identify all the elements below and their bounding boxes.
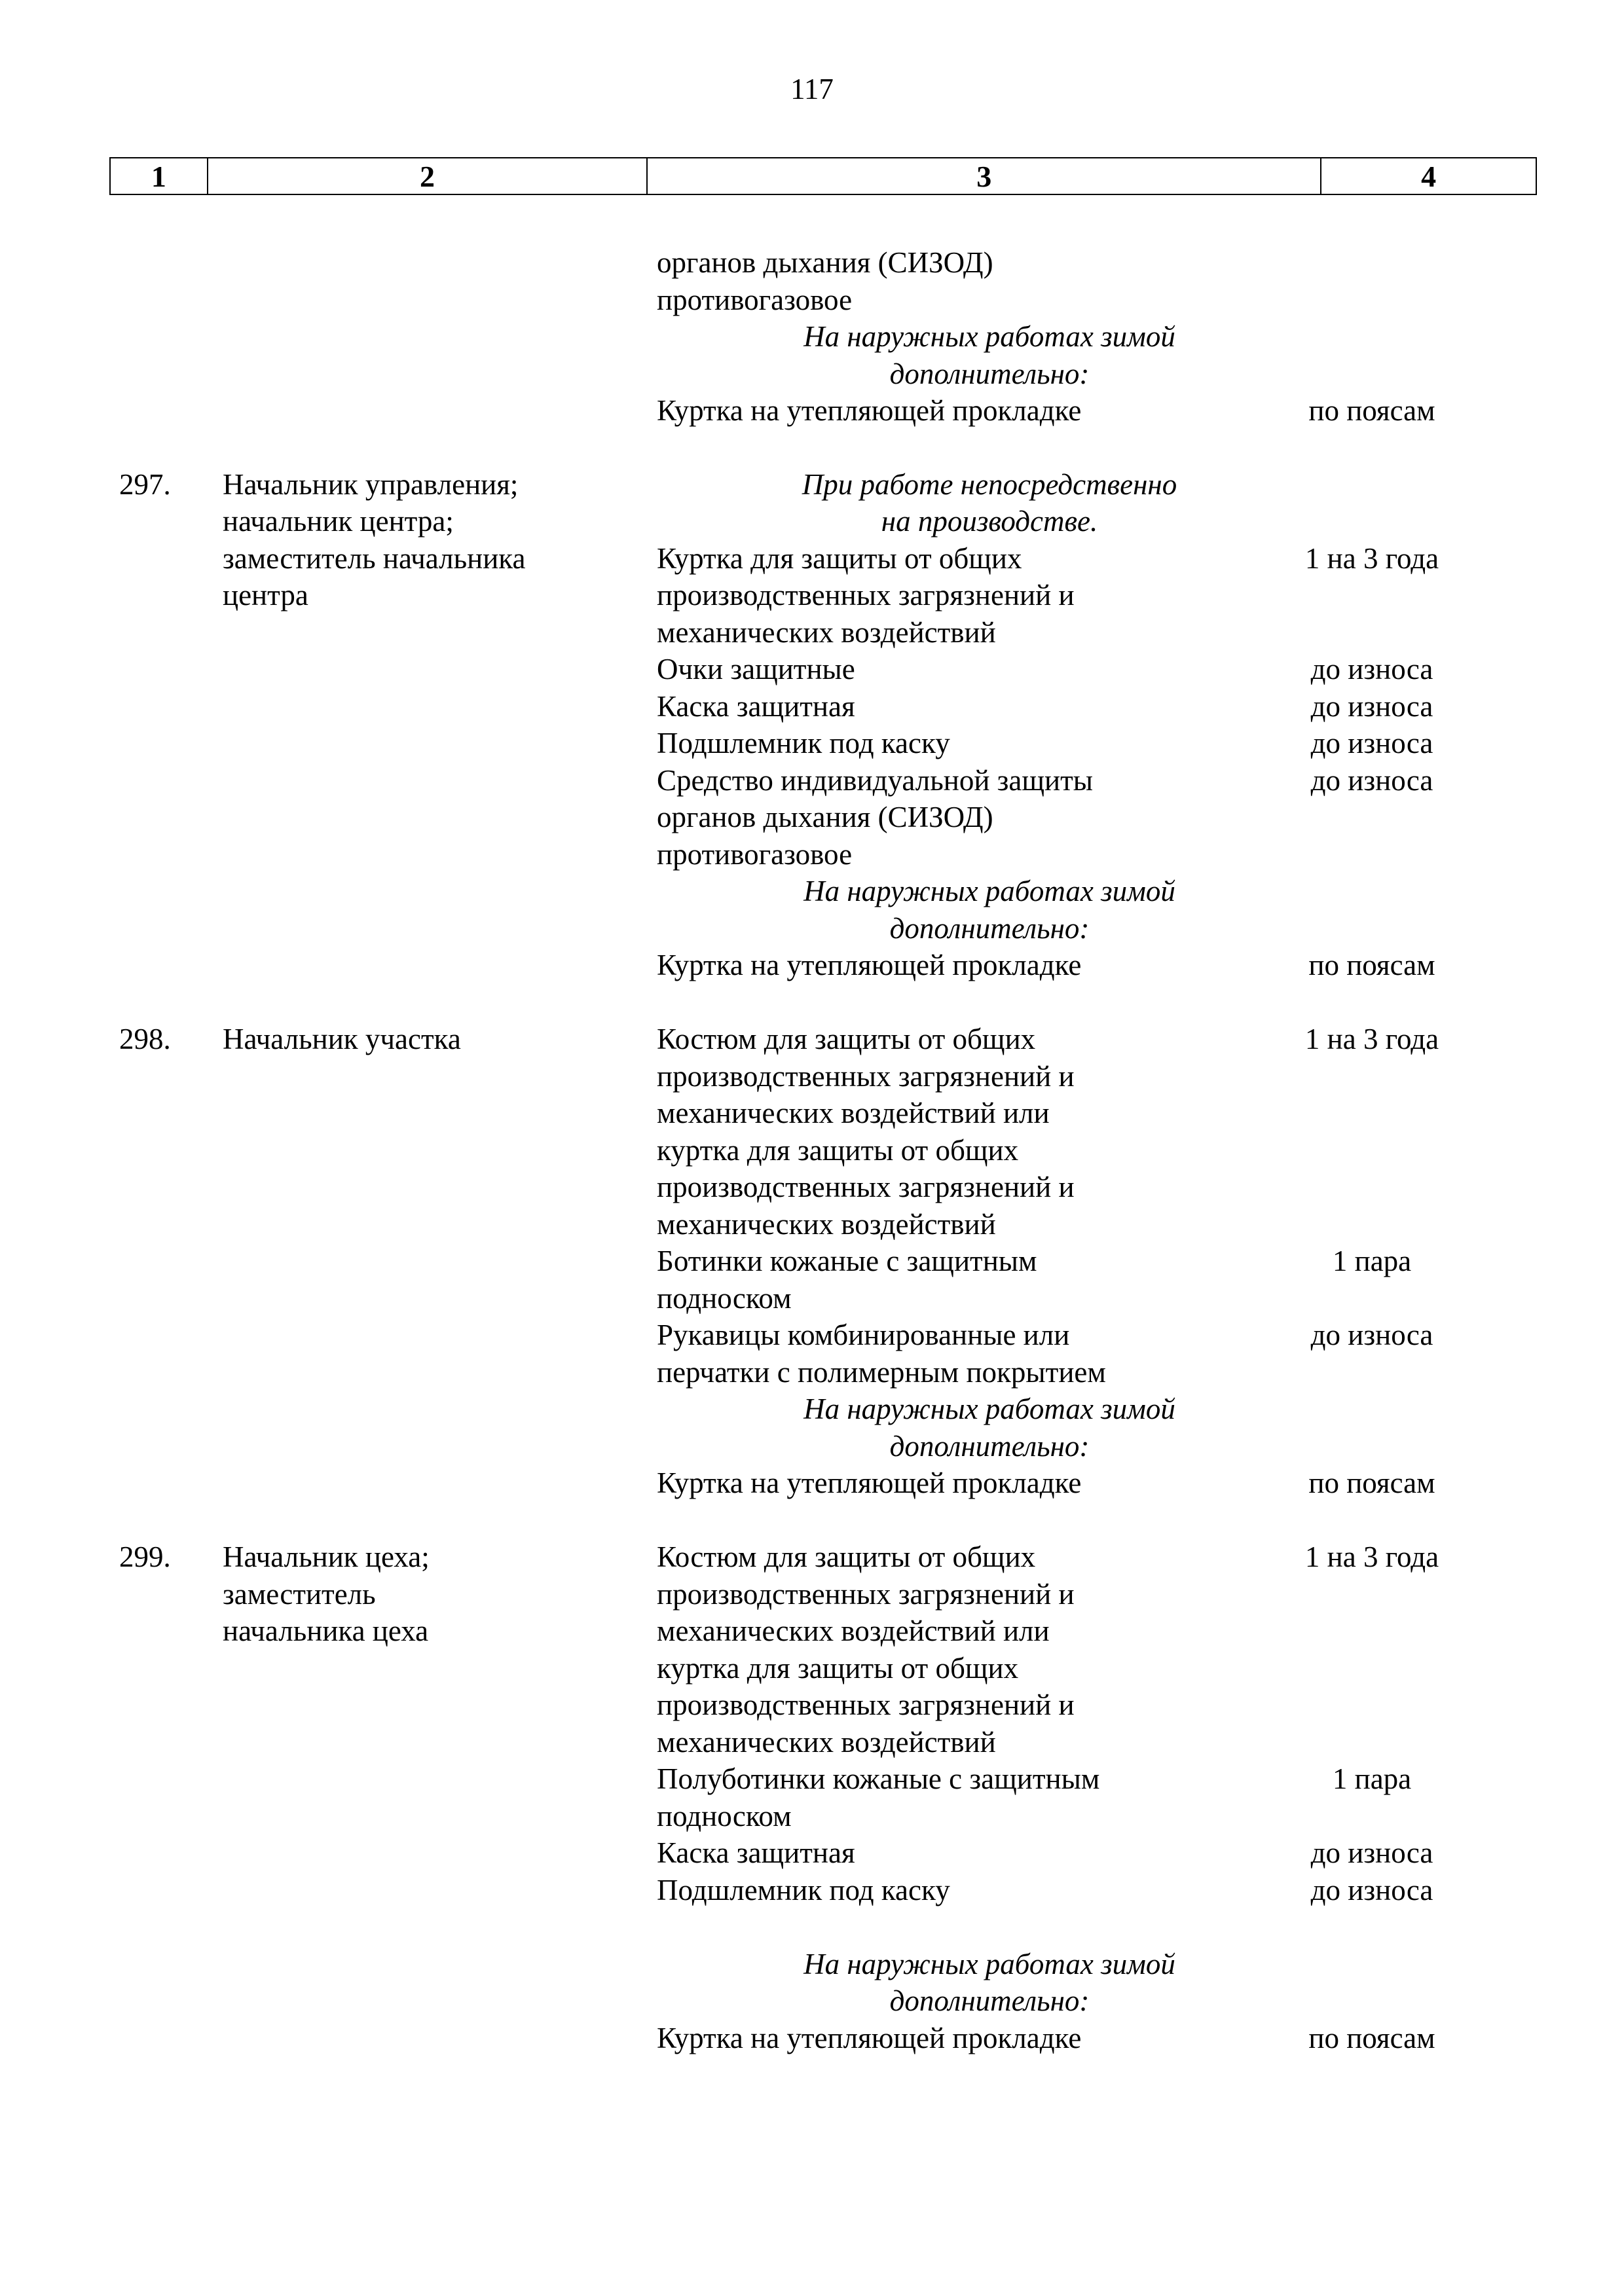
entry-number: 299.: [119, 1540, 171, 1573]
condition-note: При работе непосредственно: [802, 468, 1177, 501]
position-line: Начальник управления;: [223, 468, 519, 501]
item-line: Рукавицы комбинированные или: [657, 1319, 1070, 1351]
norm-value: 1 на 3 года: [1304, 542, 1439, 575]
item-line: подноском: [657, 1282, 792, 1315]
position-line: начальник центра;: [223, 505, 454, 538]
winter-heading: дополнительно:: [889, 1984, 1090, 2017]
item-line: Средство индивидуальной защиты: [657, 764, 1094, 797]
item-line: куртка для защиты от общих: [657, 1652, 1019, 1685]
item-line: Подшлемник под каску: [657, 1874, 950, 1906]
item-line: механических воздействий или: [657, 1614, 1050, 1647]
norm-value: до износа: [1310, 1319, 1433, 1351]
item-line: Полуботинки кожаные с защитным: [657, 1762, 1100, 1795]
item-line: Куртка для защиты от общих: [657, 542, 1022, 575]
norm-value: до износа: [1310, 1836, 1433, 1869]
header-col-2: 2: [208, 158, 648, 194]
item-line: производственных загрязнений и: [657, 1171, 1075, 1203]
table-header: [109, 157, 1537, 195]
winter-heading: На наружных работах зимой: [803, 1948, 1175, 1980]
norm-value: 1 пара: [1332, 1245, 1412, 1277]
position-line: центра: [223, 579, 308, 611]
norm-value: по поясам: [1308, 394, 1435, 427]
header-col-1: 1: [111, 158, 208, 194]
norm-value: 1 пара: [1332, 1762, 1412, 1795]
item-line: Каска защитная: [657, 1836, 855, 1869]
item-line: перчатки с полимерным покрытием: [657, 1356, 1106, 1389]
item-line: подноском: [657, 1800, 792, 1832]
item-line: производственных загрязнений и: [657, 1688, 1075, 1721]
item-line: механических воздействий: [657, 1208, 996, 1241]
item-line: механических воздействий: [657, 616, 996, 649]
item-line: производственных загрязнений и: [657, 1578, 1075, 1611]
item-line: Костюм для защиты от общих: [657, 1540, 1036, 1573]
position-line: заместитель начальника: [223, 542, 526, 575]
norm-value: до износа: [1310, 1874, 1433, 1906]
item-line: Костюм для защиты от общих: [657, 1023, 1036, 1055]
norm-value: 1 на 3 года: [1304, 1540, 1439, 1573]
norm-value: до износа: [1310, 727, 1433, 759]
item-line: Куртка на утепляющей прокладке: [657, 1467, 1082, 1499]
item-line: органов дыхания (СИЗОД): [657, 246, 993, 279]
norm-value: по поясам: [1308, 1467, 1435, 1499]
item-line: производственных загрязнений и: [657, 579, 1075, 611]
item-line: куртка для защиты от общих: [657, 1134, 1019, 1167]
item-line: Каска защитная: [657, 690, 855, 723]
position-line: начальника цеха: [223, 1614, 429, 1647]
item-line: производственных загрязнений и: [657, 1060, 1075, 1093]
winter-heading: На наружных работах зимой: [803, 875, 1175, 907]
entry-number: 297.: [119, 468, 171, 501]
item-line: механических воздействий или: [657, 1097, 1050, 1129]
norm-value: 1 на 3 года: [1304, 1023, 1439, 1055]
winter-heading: На наружных работах зимой: [803, 320, 1175, 353]
item-line: Подшлемник под каску: [657, 727, 950, 759]
position-line: заместитель: [223, 1578, 376, 1611]
norm-value: до износа: [1310, 653, 1433, 685]
winter-heading: дополнительно:: [889, 1430, 1090, 1463]
page-number: 117: [790, 73, 834, 105]
norm-value: по поясам: [1308, 949, 1435, 981]
item-line: противогазовое: [657, 283, 853, 316]
position-line: Начальник участка: [223, 1023, 461, 1055]
item-line: Куртка на утепляющей прокладке: [657, 949, 1082, 981]
norm-value: по поясам: [1308, 2022, 1435, 2054]
position-line: Начальник цеха;: [223, 1540, 430, 1573]
winter-heading: На наружных работах зимой: [803, 1393, 1175, 1425]
item-line: органов дыхания (СИЗОД): [657, 801, 993, 833]
item-line: Куртка на утепляющей прокладке: [657, 2022, 1082, 2054]
norm-value: до износа: [1310, 764, 1433, 797]
item-line: противогазовое: [657, 838, 853, 871]
winter-heading: дополнительно:: [889, 912, 1090, 945]
norm-value: до износа: [1310, 690, 1433, 723]
winter-heading: дополнительно:: [889, 357, 1090, 390]
item-line: Куртка на утепляющей прокладке: [657, 394, 1082, 427]
header-col-4: 4: [1421, 159, 1437, 193]
header-col-3: 3: [648, 158, 1321, 194]
entry-number: 298.: [119, 1023, 171, 1055]
condition-note: на производстве.: [881, 505, 1098, 538]
item-line: механических воздействий: [657, 1726, 996, 1758]
item-line: Очки защитные: [657, 653, 855, 685]
item-line: Ботинки кожаные с защитным: [657, 1245, 1037, 1277]
